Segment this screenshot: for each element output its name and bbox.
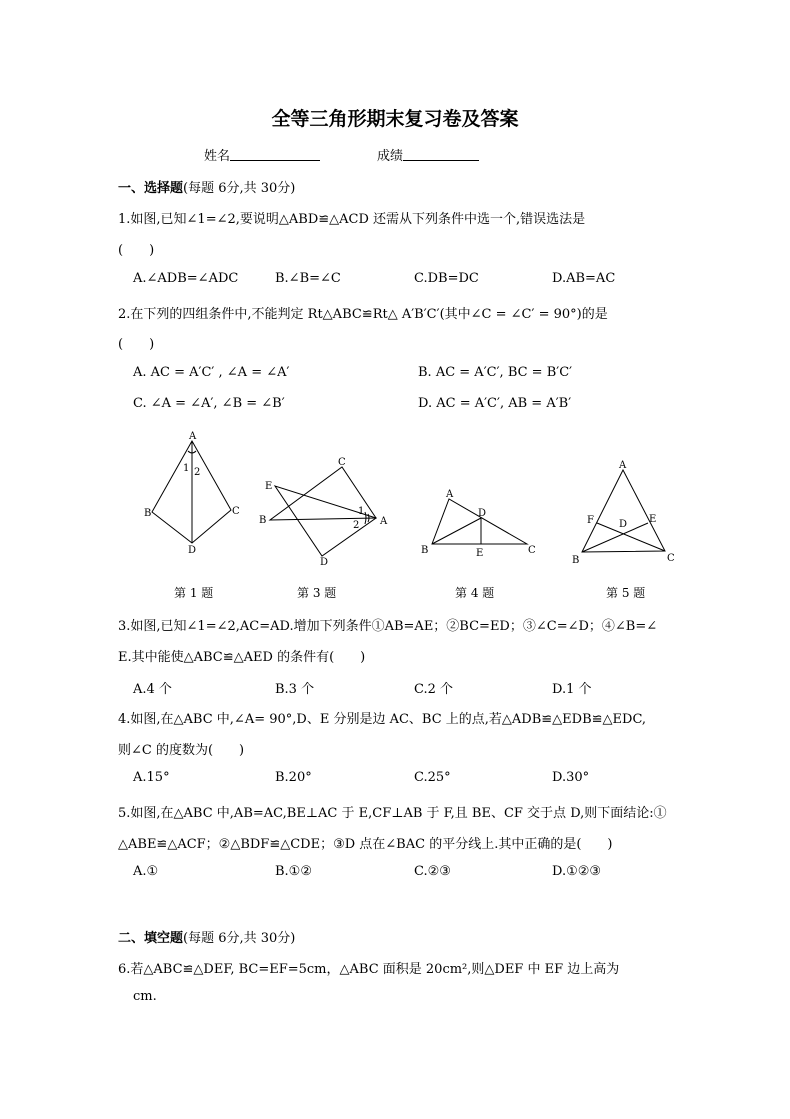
q5-option-d[interactable]: D.①②③ — [552, 864, 602, 879]
q4-stem-line1: 4.如图,在△ABC 中,∠A= 90°,D、E 分别是边 AC、BC 上的点,若△ADB≌△EDB≌△EDC, — [118, 712, 647, 727]
q2-option-a[interactable]: A. AC = A′C′ , ∠A = ∠A′ — [133, 365, 290, 380]
fig4-triangle — [432, 499, 527, 544]
page-title: 全等三角形期末复习卷及答案 — [271, 108, 519, 130]
fig1-angle-1: 1 — [183, 463, 190, 474]
fig5-label-b: B — [572, 555, 580, 566]
fig5-label-a: A — [619, 460, 627, 471]
fig5-label-c: C — [667, 553, 675, 564]
q1-stem: 1.如图,已知∠1=∠2,要说明△ABD≌△ACD 还需从下列条件中选一个,错误选法是 — [118, 212, 586, 227]
q3-option-c[interactable]: C.2 个 — [414, 682, 454, 697]
fig1-label-a: A — [189, 431, 197, 442]
q1-option-c[interactable]: C.DB=DC — [414, 271, 479, 286]
q6-stem-line2: cm. — [133, 989, 157, 1004]
q2-option-b[interactable]: B. AC = A′C′, BC = B′C′ — [418, 365, 573, 380]
q2-bracket: ( ) — [118, 337, 155, 352]
fig5-label-f: F — [587, 515, 594, 526]
q1-option-b[interactable]: B.∠B=∠C — [275, 271, 341, 286]
section1-note: (每题 6分,共 30分) — [183, 181, 296, 196]
score-label: 成绩 — [377, 149, 404, 164]
q5-option-b[interactable]: B.①② — [275, 864, 312, 879]
q3-option-a[interactable]: A.4 个 — [133, 682, 172, 697]
q3-stem-line1: 3.如图,已知∠1=∠2,AC=AD.增加下列条件①AB=AE；②BC=ED；③∠C=∠D；④∠B=∠ — [118, 619, 658, 634]
q2-option-c[interactable]: C. ∠A = ∠A′, ∠B = ∠B′ — [133, 396, 285, 411]
section1-heading: 一、选择题 — [118, 181, 184, 196]
caption-fig4: 第 4 题 — [455, 586, 495, 600]
section2-note: (每题 6分,共 30分) — [183, 931, 296, 946]
fig4-label-e: E — [476, 548, 484, 559]
fig3-angle-2: 2 — [353, 520, 360, 531]
q1-bracket: ( ) — [118, 243, 155, 258]
section2-heading: 二、填空题 — [118, 931, 184, 946]
q5-stem-line2: △ABE≌△ACF；②△BDF≌△CDE；③D 点在∠BAC 的平分线上.其中正确的是( ) — [118, 837, 613, 852]
fig5-label-e: E — [649, 514, 657, 525]
fig3-angle-1: 1 — [358, 506, 365, 517]
fig4-label-a: A — [446, 489, 454, 500]
fig5-triangle — [582, 470, 665, 552]
fig4-label-b: B — [421, 545, 429, 556]
q1-option-d[interactable]: D.AB=AC — [552, 271, 616, 286]
fig3-label-e: E — [265, 481, 273, 492]
fig1-label-d: D — [188, 545, 197, 556]
fig3-label-d: D — [320, 557, 329, 568]
q4-stem-line2: 则∠C 的度数为( ) — [118, 743, 245, 758]
q4-option-d[interactable]: D.30° — [552, 770, 590, 785]
fig3-triangle-aed — [275, 486, 376, 556]
section2-header — [118, 927, 295, 946]
caption-fig5: 第 5 题 — [606, 586, 646, 600]
fig1-triangles — [152, 441, 231, 543]
q3-option-b[interactable]: B.3 个 — [275, 682, 315, 697]
fig5-label-d: D — [619, 519, 628, 530]
fig1-label-b: B — [144, 508, 152, 519]
q6-stem-line1: 6.若△ABC≌△DEF, BC=EF=5cm，△ABC 面积是 20cm²,则△DEF 中 EF 边上高为 — [118, 962, 620, 977]
q1-option-a[interactable]: A.∠ADB=∠ADC — [133, 271, 239, 286]
fig3-label-c: C — [338, 457, 346, 468]
q4-option-b[interactable]: B.20° — [275, 770, 312, 785]
fig3-label-a: A — [380, 516, 388, 527]
fig4-label-c: C — [528, 545, 536, 556]
q5-stem-line1: 5.如图,在△ABC 中,AB=AC,BE⊥AC 于 E,CF⊥AB 于 F,且 BE、CF 交于点 D,则下面结论:① — [118, 806, 667, 821]
fig1-label-c: C — [232, 506, 240, 517]
q3-option-d[interactable]: D.1 个 — [552, 682, 592, 697]
caption-fig3: 第 3 题 — [297, 586, 337, 600]
q5-option-c[interactable]: C.②③ — [414, 864, 451, 879]
q2-stem: 2.在下列的四组条件中,不能判定 Rt△ABC≌Rt△ A′B′C′(其中∠C = ∠C′ = 90°)的是 — [118, 307, 608, 322]
fig1-angle-2: 2 — [194, 467, 201, 478]
q4-option-a[interactable]: A.15° — [133, 770, 170, 785]
name-label: 姓名 — [204, 149, 231, 164]
fig3-label-b: B — [259, 515, 267, 526]
q2-option-d[interactable]: D. AC = A′C′, AB = A′B′ — [418, 396, 572, 411]
q5-option-a[interactable]: A.① — [133, 864, 159, 879]
caption-fig1: 第 1 题 — [174, 586, 214, 600]
q3-stem-line2: E.其中能使△ABC≌△AED 的条件有( ) — [118, 650, 366, 665]
fig4-label-d: D — [478, 508, 487, 519]
q4-option-c[interactable]: C.25° — [414, 770, 451, 785]
